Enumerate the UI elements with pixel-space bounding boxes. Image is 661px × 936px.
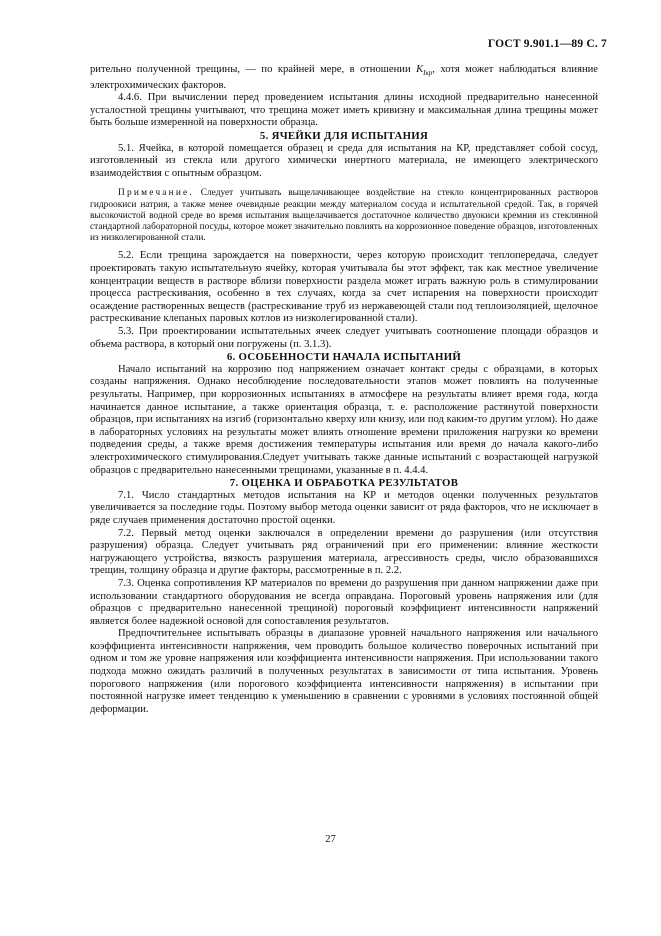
paragraph-5-2: 5.2. Если трещина зарождается на поверхности, через которую происходит теплопередача, следует проектировать такую испытательную ячейку, которая учитывала бы этот эффект, так как местное увеличение концентрации веществ в растворе вблизи поверхности раздела может играть важную роль в стимулировании процесса растрескивания, особенно в тех случаях, когда за счет испарения на поверхности происходит осаждение растворенных веществ (растрескивание труб из нержавеющей стали под теплоизоляцией, щелочное растрескивание клепаных паровых котлов из низколегированной стали). bbox=[90, 250, 598, 325]
page-header: ГОСТ 9.901.1—89 С. 7 bbox=[487, 38, 607, 50]
paragraph-7-3: 7.3. Оценка сопротивления КР материалов по времени до разрушения при данном напряжении даже при использовании стандартного оборудования не всегда оправдана. Пороговый уровень напряжения или (для образцов с предварительно нанесенной трещиной) пороговый коэффициент интенсивности напряжений является более надежной основой для сопоставления результатов. bbox=[90, 577, 598, 627]
document-body bbox=[90, 64, 598, 716]
paragraph-5-1: 5.1. Ячейка, в которой помещается образец и среда для испытания на КР, представляет собой сосуд, изготовленный из стекла или другого химически инертного материала, не имеющего электрического взаимодействия с опытным образцом. bbox=[90, 142, 598, 179]
note-label: Примечание. bbox=[118, 188, 194, 199]
note-paragraph bbox=[90, 188, 598, 244]
section-7-heading: 7. ОЦЕНКА И ОБРАБОТКА РЕЗУЛЬТАТОВ bbox=[229, 477, 459, 490]
paragraph-7-1: 7.1. Число стандартных методов испытания на КР и методов оценки полученных результатов увеличивается за последние годы. Поэтому выбор метода оценки зависит от ряда факторов, что не исключает в ряде случаев применения достаточно простой оценки. bbox=[90, 489, 598, 526]
section-5-heading: 5. ЯЧЕЙКИ ДЛЯ ИСПЫТАНИЯ bbox=[259, 130, 429, 143]
paragraph-6: Начало испытаний на коррозию под напряжением означает контакт среды с образцами, в которых созданы напряжения. Однако несоблюдение последовательности этапов может повлиять на полученные результаты. Например, при коррозионных испытаниях в атмосфере на результаты влияет время года, когда начинается данное испытание, а также ориентация образца, т. е. расположение растянутой поверхности образцов, при испытаниях на изгиб (горизонтально кверху или книзу, или под каким-то другим углом). Но даже в лабораторных условиях на результаты может влиять отношение времени приложения нагрузки ко времени подведения среды, а также время достижения температуры испытания или время до начала какого-либо электрохимического стимулирования.Следует учитывать также данные испытаний с возрастающей нагрузкой образцов с предварительно нанесенными трещинами, указанные в п. 4.4.4. bbox=[90, 363, 598, 476]
k-symbol: $K_{Iкр}$ bbox=[416, 64, 433, 78]
paragraph-7-3-continued: Предпочтительнее испытывать образцы в диапазоне уровней начального напряжения или начального коэффициента интенсивности напряжения, чем проводить большое количество поверочных испытаний при одном и том же уровне напряжения или коэффициента интенсивности напряжения. При использовании такого подхода можно ожидать различий в полученных результатах в зависимости от типа испытания. Уровень порогового напряжения (или порогового коэффициента интенсивности напряжения) в испытании при постоянной нагрузке имеет тенденцию к уменьшению в сравнении с уровнями в условиях постоянной общей деформации. bbox=[90, 628, 598, 715]
paragraph-7-2: 7.2. Первый метод оценки заключался в определении времени до разрушения (или отсутствия разрушения) образца. Следует учитывать ряд ограничений при его применении: влияние жесткости нагружающего устройства, вязкость разрушения материала, агрессивность среды, число образовавшихся трещин, толщину образца и другие факторы, рассмотренные в п. 2.2. bbox=[90, 527, 598, 577]
paragraph-5-3: 5.3. При проектировании испытательных ячеек следует учитывать соотношение площади образцов и объема раствора, в который они погружены (п. 3.1.3). bbox=[90, 326, 598, 350]
note-text: Следует учитывать выщелачивающее воздействие на стекло концентрированных растворов гидроокиси натрия, а также менее очевидные реакции между материалом сосуда и испытательной средой. Так, в горячей высокочистой водной среде во время испытания выщелачивается достаточное количество двуокиси кремния из стеклянной стандартной лабораторной посуды, которое может значительно повлиять на коррозионное поведение образцов, изготовленных из низколегированной стали. bbox=[90, 188, 598, 244]
page-number: 27 bbox=[325, 834, 336, 845]
section-6-heading: 6. ОСОБЕННОСТИ НАЧАЛА ИСПЫТАНИЙ bbox=[226, 351, 462, 364]
paragraph-4-4-6: 4.4.6. При вычислении перед проведением испытания длины исходной предварительно нанесенной усталостной трещины учитывают, что трещина может иметь кривизну и максимальная длина трещины может быть больше измеренной на поверхности образца. bbox=[90, 92, 598, 129]
intro-paragraph: рительно полученной трещины, — по крайней мере, в отношении $K_{Iкр}$, хотя может наблюдаться влияние электрохимических факторов. bbox=[90, 64, 598, 91]
